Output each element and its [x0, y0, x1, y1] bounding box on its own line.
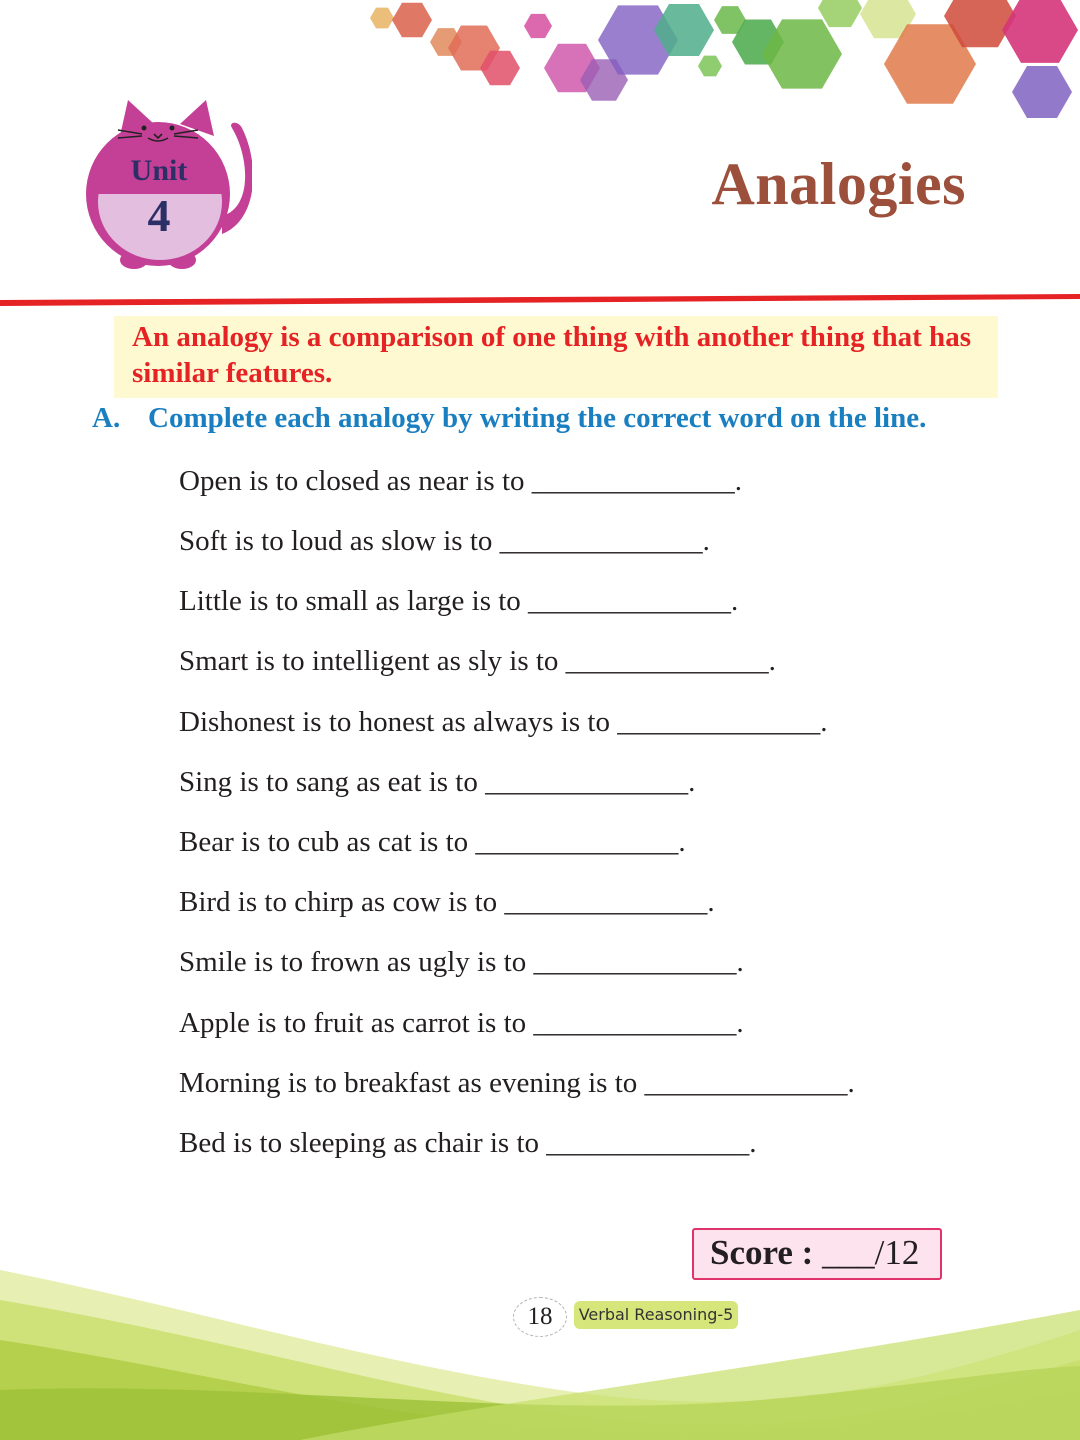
- page-number: 18: [513, 1297, 567, 1337]
- question-text: Little is to small as large is to ______________.: [179, 585, 739, 617]
- question-text: Open is to closed as near is to ______________.: [179, 465, 743, 497]
- question-text: Bed is to sleeping as chair is to ______________.: [179, 1127, 757, 1159]
- hexagon-shape: [392, 3, 432, 38]
- score-label: Score :: [710, 1233, 814, 1272]
- hexagon-shape: [1002, 0, 1078, 63]
- definition-text: An analogy is a comparison of one thing with another thing that has similar features.: [132, 321, 971, 389]
- wave-decoration: [0, 1270, 1080, 1440]
- score-value: ___/12: [822, 1233, 920, 1272]
- question-text: Soft is to loud as slow is to ______________.: [179, 525, 710, 557]
- hexagon-shape: [370, 8, 394, 29]
- instruction-text: Complete each analogy by writing the correct word on the line.: [148, 402, 927, 434]
- instruction: [92, 402, 926, 435]
- question-text: Morning is to breakfast as evening is to ______________.: [179, 1067, 855, 1099]
- unit-number: 4: [147, 190, 171, 241]
- hexagon-shape: [698, 56, 722, 77]
- question-text: Dishonest is to honest as always is to ______________.: [179, 706, 828, 738]
- definition-box: [114, 316, 998, 398]
- instruction-letter: A.: [92, 402, 121, 434]
- question-text: Smile is to frown as ugly is to ______________.: [179, 946, 744, 978]
- score-box: [692, 1228, 942, 1280]
- hexagon-shape: [818, 0, 862, 27]
- question-text: Apple is to fruit as carrot is to ______________.: [179, 1007, 744, 1039]
- question-text: Bear is to cub as cat is to ______________.: [179, 826, 686, 858]
- hexagon-shape: [1012, 66, 1072, 118]
- hexagon-shape: [524, 14, 552, 38]
- book-title-badge: Verbal Reasoning-5: [574, 1301, 738, 1329]
- score-text: [710, 1233, 919, 1273]
- unit-label: Unit: [130, 154, 188, 187]
- page-title: Analogies: [711, 151, 966, 217]
- question-text: Sing is to sang as eat is to ______________.: [179, 766, 696, 798]
- question-text: Bird is to chirp as cow is to ______________.: [179, 886, 715, 918]
- question-text: Smart is to intelligent as sly is to ______________.: [179, 645, 776, 677]
- title-divider: [0, 292, 1080, 308]
